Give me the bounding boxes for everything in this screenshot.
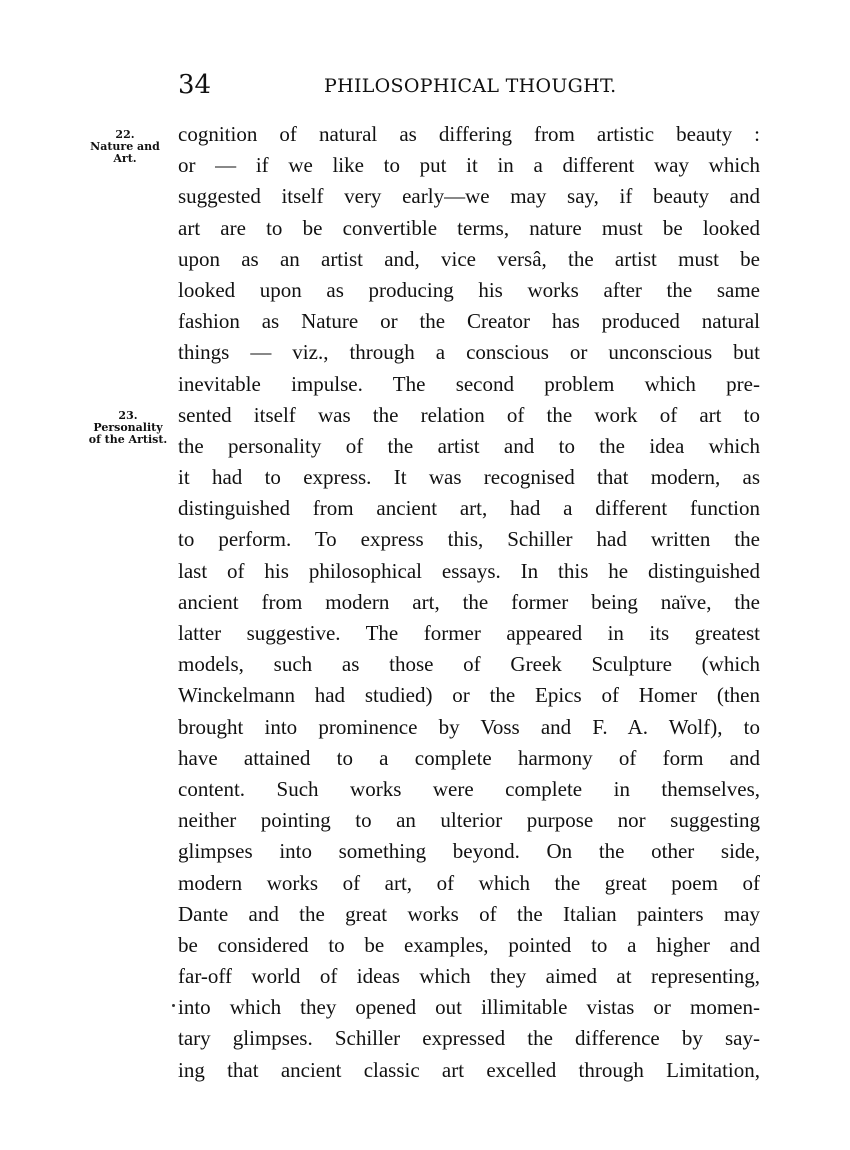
body-text [178,119,760,1086]
margin-note-title-line: Nature and [90,140,160,153]
text-line: art are to be convertible terms, nature must be looked [178,215,760,240]
text-line: fashion as Nature or the Creator has produced natural [178,309,760,334]
text-line: models, such as those of Greek Sculpture (which [178,652,760,677]
text-line: brought into prominence by Voss and F. A. Wolf), to [178,714,760,739]
text-line: it had to express. It was recognised that modern, as [178,465,760,490]
margin-note-title-line: Art. [113,152,137,165]
page-header [0,68,850,102]
text-line: distinguished from ancient art, had a different function [178,496,760,521]
text-line: upon as an artist and, vice versâ, the artist must be [178,246,760,271]
text-line: be considered to be examples, pointed to a higher and [178,932,760,957]
text-line: cognition of natural as differing from artistic beauty : [178,122,760,146]
margin-note-title-line: of the Artist. [88,433,168,446]
text-line: or — if we like to put it in a different way which [178,153,760,178]
margin-note-number: 23. [118,409,138,422]
text-line: sented itself was the relation of the work of art to [178,402,760,427]
text-line: the personality of the artist and to the idea which [178,433,760,458]
text-line: content. Such works were complete in themselves, [178,776,760,801]
text-line: modern works of art, of which the great poem of [178,870,760,895]
text-line: things — viz., through a conscious or unconscious but [178,340,760,365]
text-line: neither pointing to an ulterior purpose nor suggesting [178,808,760,833]
print-speck [172,1004,175,1007]
text-line: inevitable impulse. The second problem which pre- [178,371,760,396]
margin-note-title-line: Personality [93,421,163,434]
text-line: far-off world of ideas which they aimed at representing, [178,964,760,989]
running-title: PHILOSOPHICAL THOUGHT. [324,75,617,97]
text-line: ancient from modern art, the former being naïve, the [178,589,760,614]
text-line: last of his philosophical essays. In this he distinguished [178,558,760,583]
text-line: to perform. To express this, Schiller had written the [178,527,760,552]
text-line: looked upon as producing his works after the same [178,277,760,302]
text-line: have attained to a complete harmony of form and [178,745,760,770]
text-line: Dante and the great works of the Italian painters may [178,901,760,926]
text-line: latter suggestive. The former appeared in its greatest [178,621,760,645]
margin-note-number: 22. [115,128,135,141]
page-number: 34 [178,70,212,100]
text-line: Winckelmann had studied) or the Epics of Homer (then [178,683,760,708]
text-line: glimpses into something beyond. On the other side, [178,839,760,864]
text-line: ing that ancient classic art excelled through Limitation, [178,1057,760,1082]
margin-note-personality-of-the-artist [82,410,174,446]
text-line: into which they opened out illimitable vistas or momen- [178,995,760,1020]
margin-note-nature-and-art [84,129,166,165]
text-line: suggested itself very early—we may say, if beauty and [178,184,760,209]
text-line: tary glimpses. Schiller expressed the difference by say- [178,1026,760,1051]
